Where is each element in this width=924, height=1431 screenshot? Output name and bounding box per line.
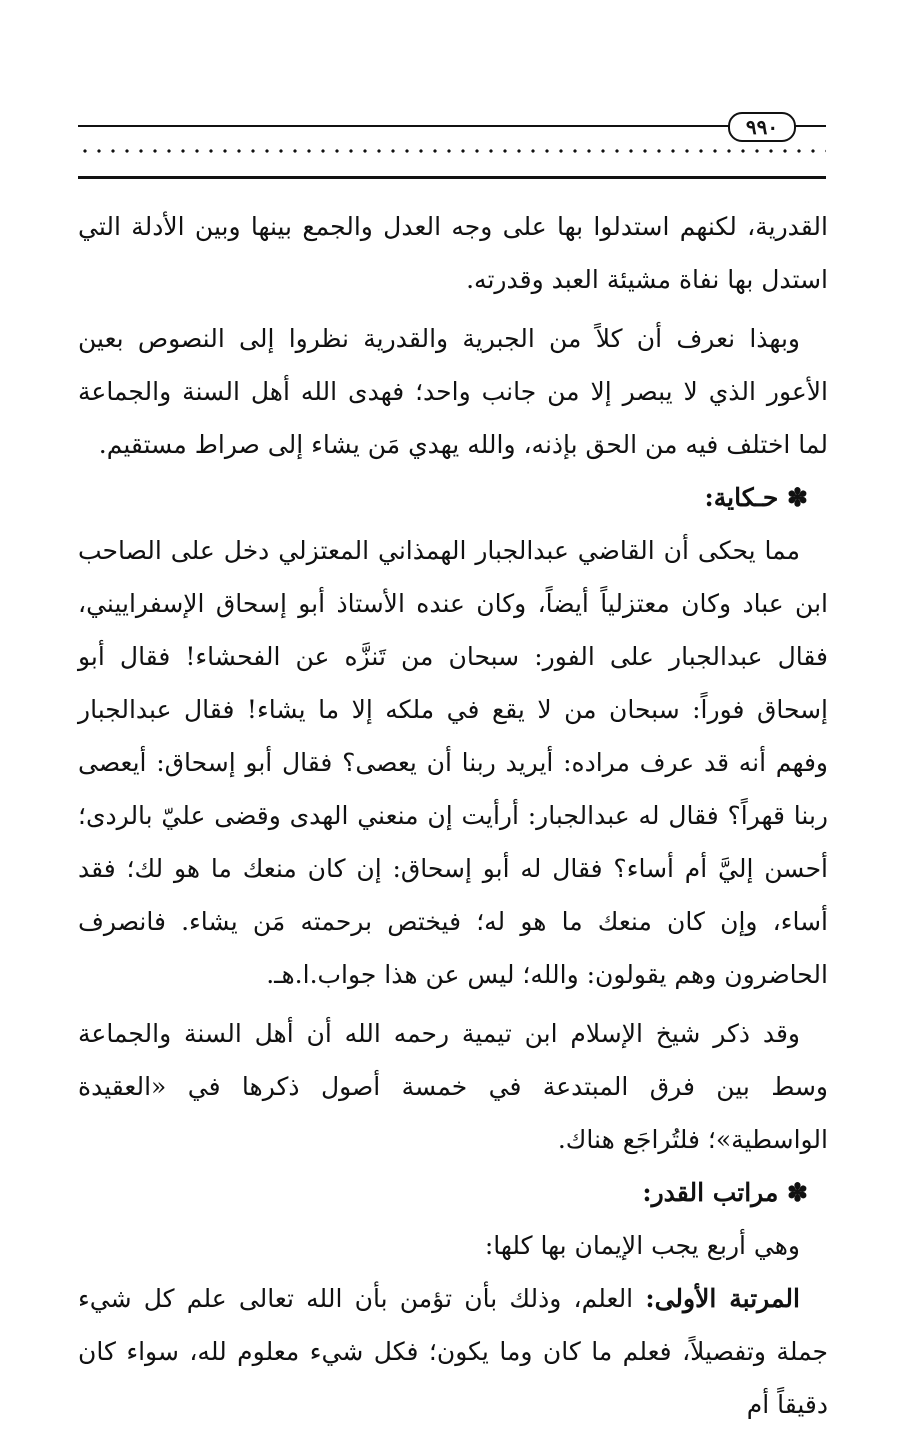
- header-rule-left: [78, 125, 746, 127]
- header-rule-bottom: [78, 176, 826, 179]
- paragraph-6-label: المرتبة الأولى:: [645, 1284, 800, 1313]
- page-number-badge: [728, 112, 796, 142]
- paragraph-6: [78, 1272, 828, 1431]
- paragraph-5: وهي أربع يجب الإيمان بها كلها:: [484, 1231, 800, 1260]
- heading-maratib: ✽ مراتب القدر:: [642, 1178, 808, 1207]
- page-number: ٩٩٠: [745, 115, 779, 139]
- heading-hikaya: ✽ حـكاية:: [704, 483, 808, 512]
- page-body: [78, 200, 828, 1431]
- paragraph-1: القدرية، لكنهم استدلوا بها على وجه العدل والجمع بينها وبين الأدلة التي استدل بها نفاة مشيئة العبد وقدرته.: [78, 212, 828, 294]
- paragraph-3: مما يحكى أن القاضي عبدالجبار الهمذاني المعتزلي دخل على الصاحب ابن عباد وكان معتزلياً أيضاً، وكان عنده الأستاذ أبو إسحاق الإسفراييني، فقال عبدالجبار على الفور: سبحان من تَنزَّه عن الفحشاء! فقال أبو إسحاق فوراً: سبحان من لا يقع في ملكه إلا ما يشاء! فقال عبدالجبار وفهم أنه قد عرف مراده: أيريد ربنا أن يعصى؟ فقال أبو إسحاق: أيعصى ربنا قهراً؟ فقال له عبدالجبار: أرأيت إن منعني الهدى وقضى عليّ بالردى؛ أحسن إليَّ أم أساء؟ فقال له أبو إسحاق: إن كان منعك ما هو لك؛ فقد أساء، وإن كان منعك ما هو له؛ فيختص برحمته مَن يشاء. فانصرف الحاضرون وهم يقولون: والله؛ ليس عن هذا جواب.ا.هـ.: [78, 536, 828, 989]
- paragraph-2: وبهذا نعرف أن كلاً من الجبرية والقدرية نظروا إلى النصوص بعين الأعور الذي لا يبصر إلا من جانب واحد؛ فهدى الله أهل السنة والجماعة لما اختلف فيه من الحق بإذنه، والله يهدي مَن يشاء إلى صراط مستقيم.: [78, 324, 828, 459]
- paragraph-4: وقد ذكر شيخ الإسلام ابن تيمية رحمه الله أن أهل السنة والجماعة وسط بين فرق المبتدعة في خمسة أصول ذكرها في «العقيدة الواسطية»؛ فلتُراجَع هناك.: [78, 1019, 828, 1154]
- dotted-divider: [78, 148, 826, 154]
- page-header: [78, 108, 826, 188]
- paragraph-6-text: العلم، وذلك بأن تؤمن بأن الله تعالى علم كل شيء جملة وتفصيلاً، فعلم ما كان وما يكون؛ فكل شيء معلوم لله، سواء كان دقيقاً أم: [78, 1284, 828, 1419]
